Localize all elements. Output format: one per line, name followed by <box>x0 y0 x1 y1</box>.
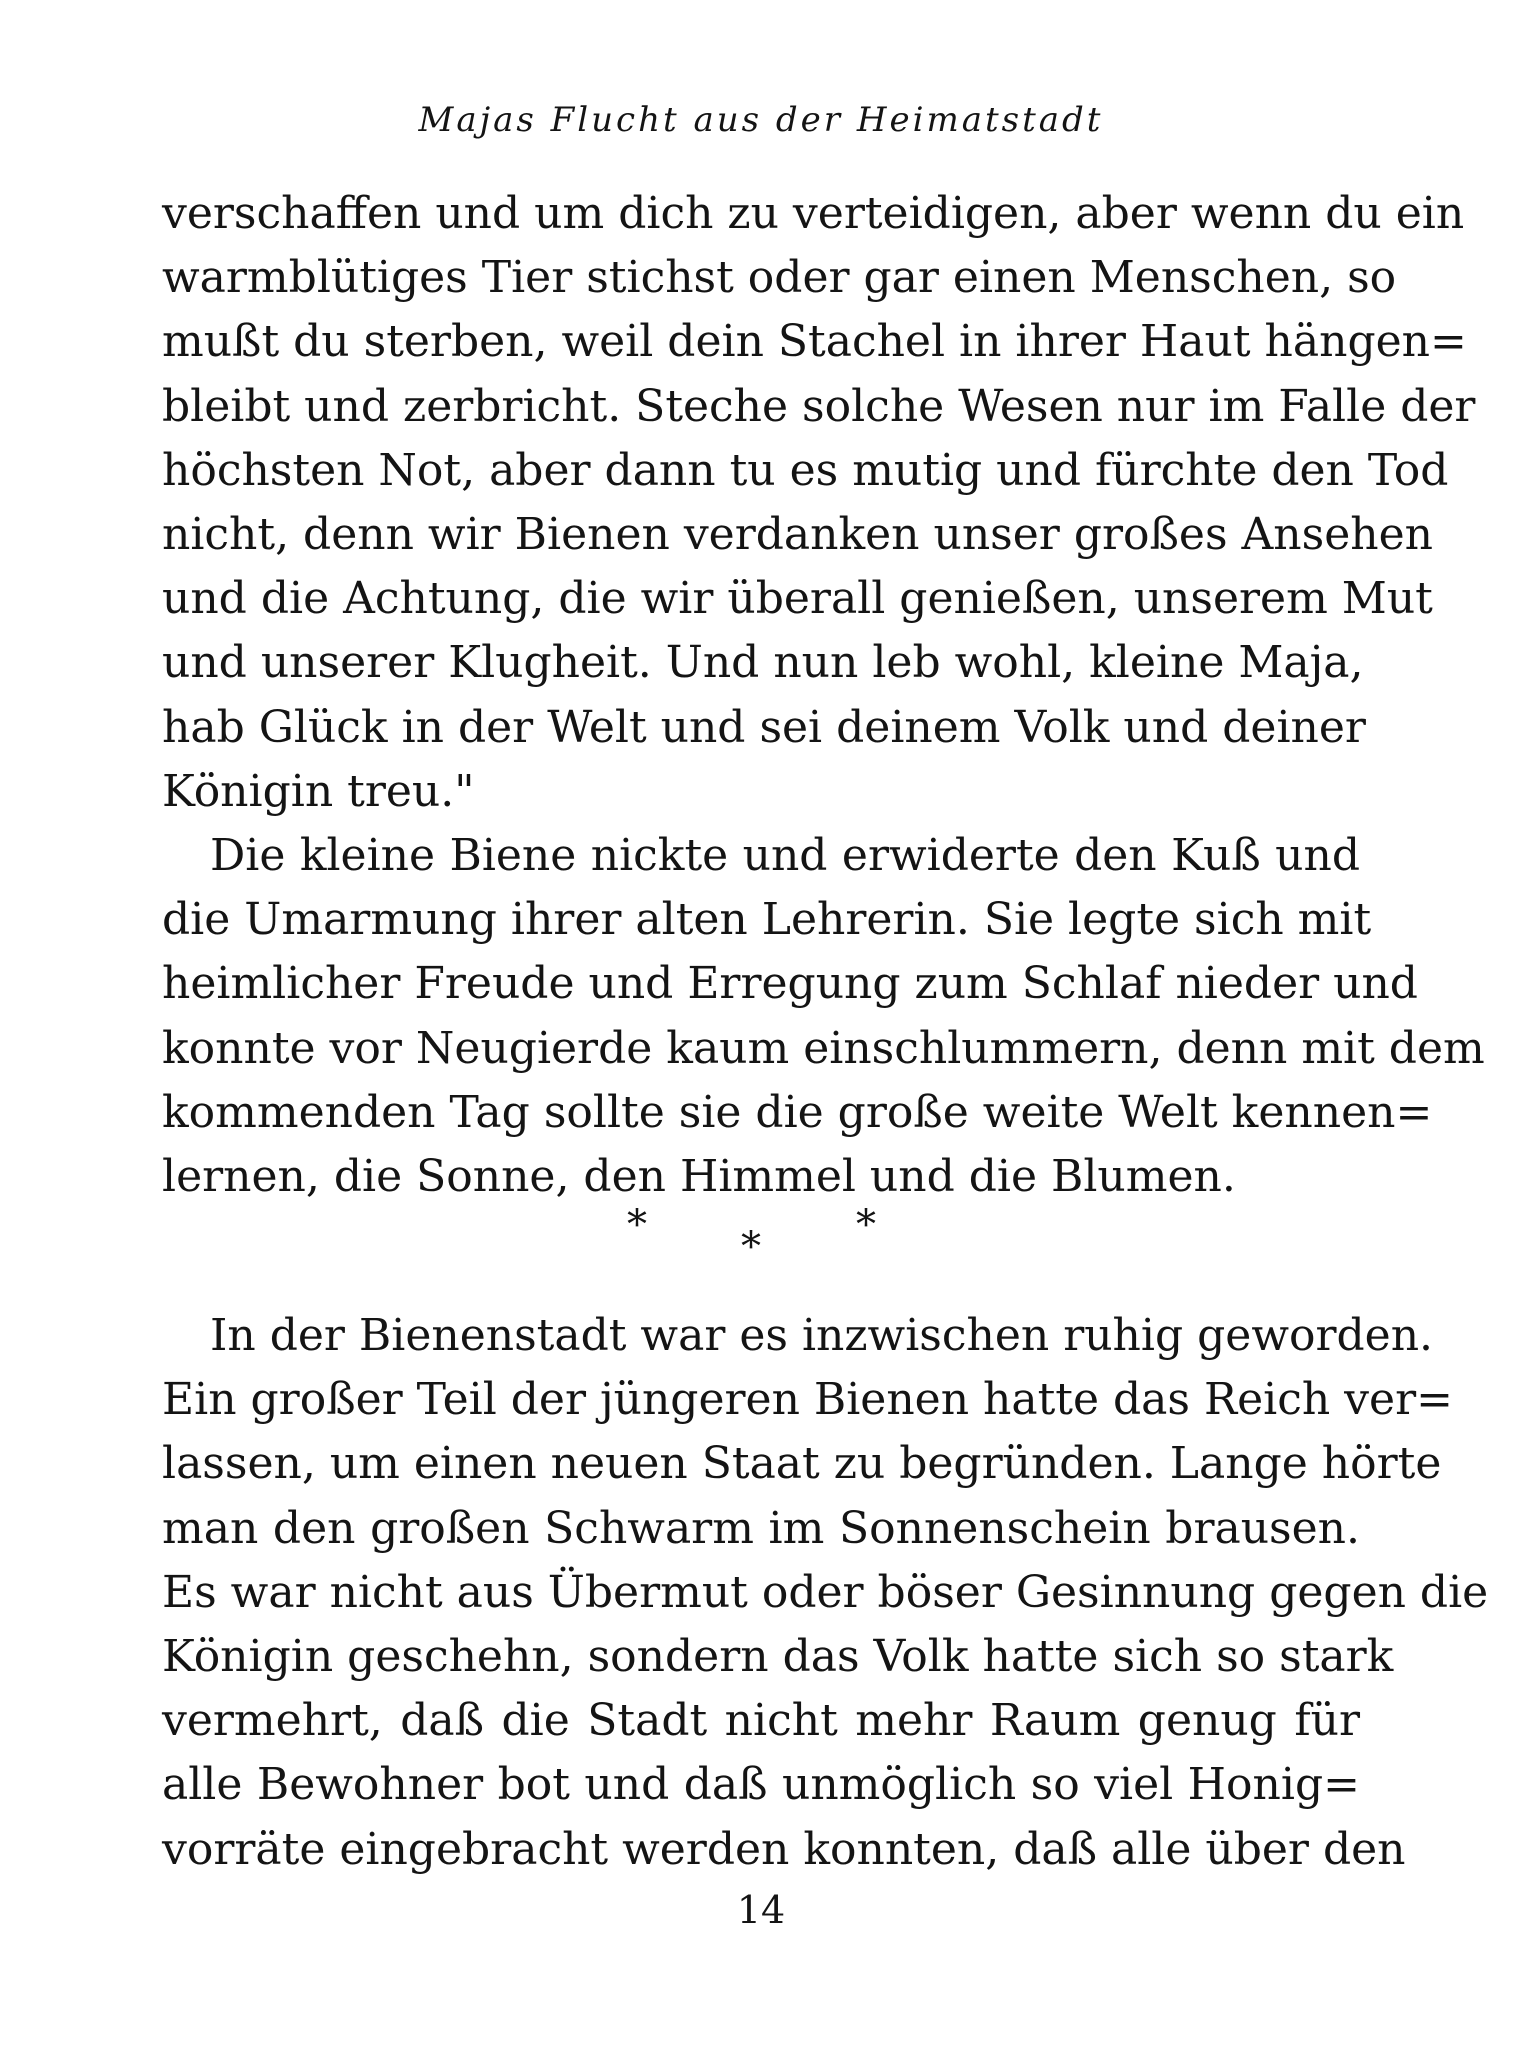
text-line: Es war nicht aus Übermut oder böser Gesinnung gegen die <box>162 1566 1489 1618</box>
text-line: höchsten Not, aber dann tu es mutig und fürchte den Tod <box>162 444 1449 496</box>
text-line: die Umarmung ihrer alten Lehrerin. Sie legte sich mit <box>162 894 1372 946</box>
text-line: warmblütiges Tier stichst oder gar einen Menschen, so <box>162 252 1397 304</box>
text-line: heimlicher Freude und Erregung zum Schlaf nieder und <box>162 958 1418 1010</box>
text-line: man den großen Schwarm im Sonnenschein brausen. <box>162 1502 1360 1554</box>
separator-star: * <box>856 1202 876 1248</box>
text-line: verschaffen und um dich zu verteidigen, aber wenn du ein <box>162 188 1465 239</box>
text-line: In der Bienenstadt war es inzwischen ruhig geworden. <box>210 1310 1434 1361</box>
text-line: und unserer Klugheit. Und nun leb wohl, kleine Maja, <box>162 637 1364 689</box>
text-line: konnte vor Neugierde kaum einschlummern, denn mit dem <box>162 1022 1485 1074</box>
text-line: lernen, die Sonne, den Himmel und die Blumen. <box>162 1150 1236 1202</box>
text-line: bleibt und zerbricht. Steche solche Wesen nur im Falle der <box>162 380 1476 432</box>
section-separator <box>0 1202 1522 1275</box>
text-line: Königin geschehn, sondern das Volk hatte sich so stark <box>162 1630 1394 1682</box>
text-line: hab Glück in der Welt und sei deinem Volk und deiner <box>162 701 1366 753</box>
paragraph <box>162 1304 1489 1882</box>
text-line: mußt du sterben, weil dein Stachel in ihrer Haut hängen= <box>162 316 1467 368</box>
separator-star: * <box>741 1224 761 1270</box>
text-line: alle Bewohner bot und daß unmöglich so viel Honig= <box>162 1759 1360 1811</box>
text-line: kommenden Tag sollte sie die große weite Welt kennen= <box>162 1086 1433 1138</box>
paragraph-continued <box>162 182 1476 824</box>
running-head: Majas Flucht aus der Heimatstadt <box>418 100 1104 140</box>
text-line: lassen, um einen neuen Staat zu begründen. Lange hörte <box>162 1438 1442 1490</box>
text-line: Ein großer Teil der jüngeren Bienen hatte das Reich ver= <box>162 1374 1453 1426</box>
text-line: nicht, denn wir Bienen verdanken unser großes Ansehen <box>162 508 1433 560</box>
page-number: 14 <box>736 1888 786 1932</box>
separator-star: * <box>627 1202 647 1248</box>
text-line: vorräte eingebracht werden konnten, daß alle über den <box>162 1823 1406 1875</box>
text-line: vermehrt, daß die Stadt nicht mehr Raum genug für <box>162 1695 1360 1747</box>
paragraph <box>162 824 1485 1209</box>
text-line: Die kleine Biene nickte und erwiderte den Kuß und <box>210 830 1360 881</box>
text-line: und die Achtung, die wir überall genießen, unserem Mut <box>162 573 1433 625</box>
text-line: Königin treu." <box>162 765 475 817</box>
